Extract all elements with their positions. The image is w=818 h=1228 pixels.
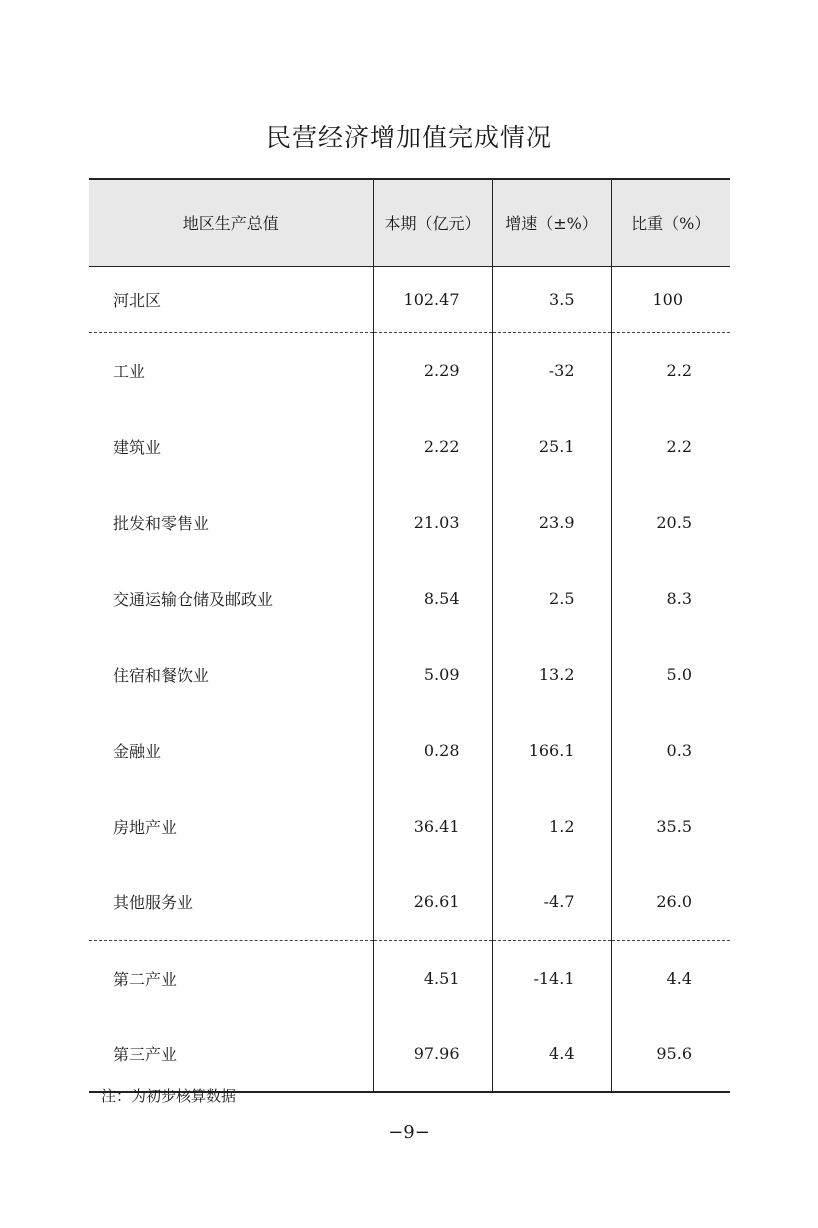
table-row [89,408,730,484]
table-row [89,788,730,864]
table-row [89,332,730,408]
header-row [89,179,730,266]
row-share: 8.3 [611,560,730,636]
table-row [89,266,730,332]
table-row [89,864,730,940]
row-current: 5.09 [373,636,492,712]
table-row [89,560,730,636]
row-growth: -32 [492,332,611,408]
row-share: 2.2 [611,332,730,408]
table-row [89,712,730,788]
header-growth-rate: 增速（±%） [492,179,611,266]
row-growth: 23.9 [492,484,611,560]
row-name: 其他服务业 [89,864,373,940]
row-growth: -14.1 [492,940,611,1016]
row-current: 26.61 [373,864,492,940]
row-share: 0.3 [611,712,730,788]
table-header [89,179,730,266]
row-current: 21.03 [373,484,492,560]
row-current: 2.29 [373,332,492,408]
row-growth: -4.7 [492,864,611,940]
row-current: 8.54 [373,560,492,636]
row-name: 第二产业 [113,969,178,989]
row-current: 4.51 [373,940,492,1016]
row-share: 5.0 [611,636,730,712]
row-name: 第三产业 [89,1016,373,1092]
table-row [89,940,730,1016]
header-share: 比重（%） [611,179,730,266]
row-growth: 1.2 [492,788,611,864]
table-note: 注：为初步核算数据 [101,1087,237,1105]
row-share: 4.4 [611,940,730,1016]
row-name: 批发和零售业 [113,513,210,533]
row-share: 20.5 [611,484,730,560]
header-current-period: 本期（亿元） [373,179,492,266]
row-share: 26.0 [611,864,730,940]
data-table [89,178,730,1093]
row-name: 建筑业 [113,437,162,457]
row-current: 2.22 [373,408,492,484]
row-current: 102.47 [373,266,492,332]
row-share: 35.5 [611,788,730,864]
data-table-container [89,178,730,1093]
row-growth: 2.5 [492,560,611,636]
row-share: 95.6 [611,1016,730,1092]
row-current: 0.28 [373,712,492,788]
table-row [89,1016,730,1092]
row-share: 2.2 [611,408,730,484]
row-growth: 13.2 [492,636,611,712]
row-growth: 3.5 [492,266,611,332]
row-name: 河北区 [89,266,373,332]
table-row [89,484,730,560]
row-name: 金融业 [113,741,162,761]
row-growth: 166.1 [492,712,611,788]
row-current: 36.41 [373,788,492,864]
row-current: 97.96 [373,1016,492,1092]
row-name: 房地产业 [113,817,178,837]
row-name: 交通运输仓储及邮政业 [113,589,274,609]
row-growth: 25.1 [492,408,611,484]
row-name: 住宿和餐饮业 [113,665,210,685]
row-growth: 4.4 [492,1016,611,1092]
header-region-gdp: 地区生产总值 [182,214,279,234]
table-row [89,636,730,712]
page-title: 民营经济增加值完成情况 [265,123,552,152]
table-body [89,266,730,1092]
row-name: 工业 [113,361,146,381]
page-number: −9− [388,1122,430,1143]
row-share: 100 [611,266,730,332]
